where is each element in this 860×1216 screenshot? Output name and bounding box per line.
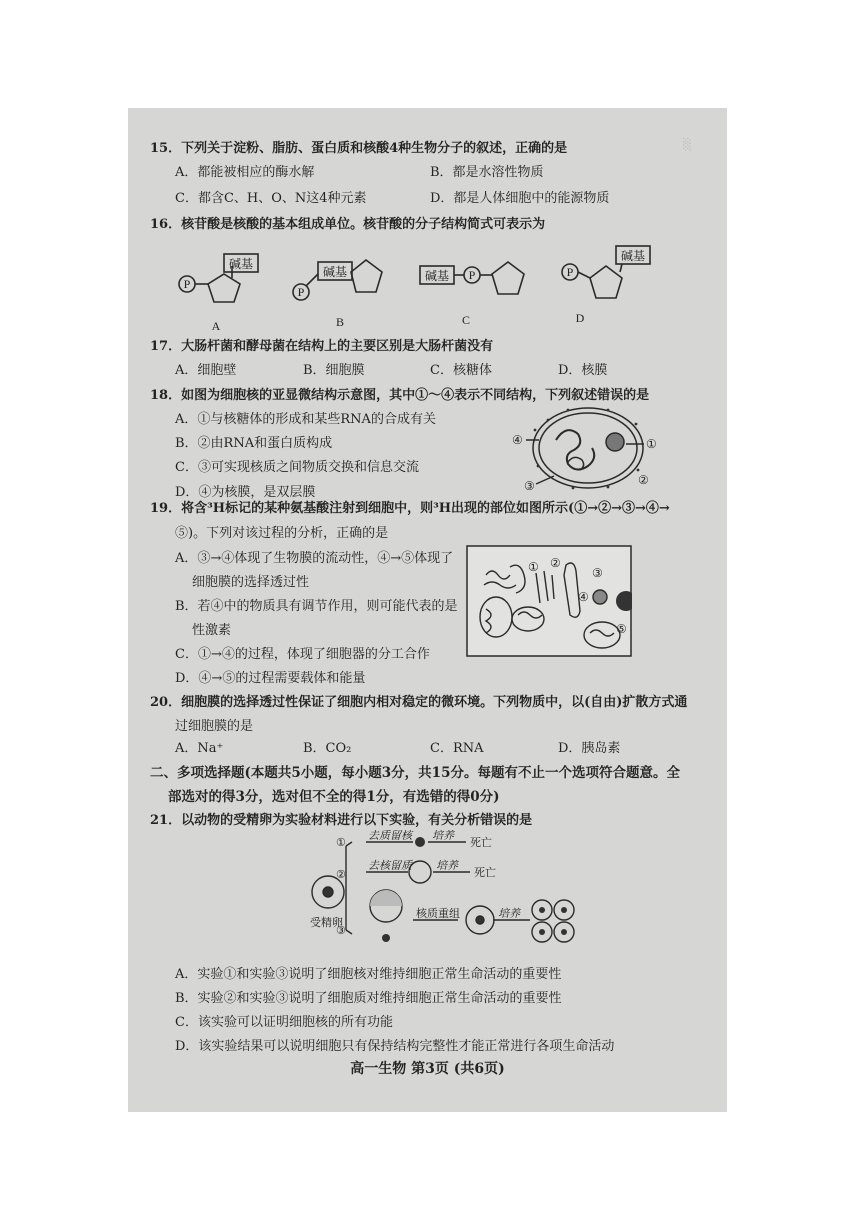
q15-stem: 15．下列关于淀粉、脂肪、蛋白质和核酸4种生物分子的叙述，正确的是 [150,141,568,156]
q21-op3: 核质重组 [416,908,460,920]
q18-label-1: ① [646,437,657,451]
q19-stem-line2: ⑤)。下列对该过程的分析，正确的是 [175,526,389,541]
q16-letter-d: D [575,311,585,325]
q20-stem-line2: 过细胞膜的是 [175,719,254,734]
q21-culture-1: 培养 [432,830,454,842]
q16-stem: 16．核苷酸是核酸的基本组成单位。核苷酸的分子结构简式可表示为 [150,217,546,232]
q20-option-d: D．胰岛素 [558,741,621,756]
q18-label-2: ② [638,473,649,487]
q18-label-3: ③ [524,479,535,493]
q15-option-c: C．都含C、H、O、N这4种元素 [175,191,367,206]
q20-stem-line1: 20．细胞膜的选择透过性保证了细胞内相对稳定的微环境。下列物质中，以(自由)扩散方式通 [150,695,688,710]
q18-option-d: D．④为核膜，是双层膜 [175,485,316,500]
q17-stem: 17．大肠杆菌和酵母菌在结构上的主要区别是大肠杆菌没有 [150,339,494,354]
q20-option-c: C．RNA [430,741,484,756]
q21-step-1: ① [336,837,346,849]
q15-option-a: A．都能被相应的酶水解 [175,165,315,180]
q17-option-c: C．核糖体 [430,363,492,378]
q15-option-b: B．都是水溶性物质 [430,165,544,180]
q21-culture-3: 培养 [498,908,520,920]
q18-option-b: B．②由RNA和蛋白质构成 [175,436,333,451]
nucleotide-structure-diagrams [168,242,688,334]
q17-option-b: B．细胞膜 [303,363,365,378]
zygote-experiment-diagram [308,830,578,960]
q18-option-a: A．①与核糖体的形成和某些RNA的合成有关 [175,412,436,427]
q16-a-base: 碱基 [228,257,254,271]
nucleus-diagram [508,400,658,500]
secretion-pathway-diagram [466,545,632,657]
q16-d-phosphate: P [566,265,574,279]
q19-label-4: ④ [578,590,589,604]
q16-letter-c: C [461,313,471,327]
q19-label-5: ⑤ [616,622,627,636]
q17-option-d: D．核膜 [558,363,608,378]
q16-a-phosphate: P [183,277,191,291]
q16-letter-a: A [211,319,221,333]
q20-option-b: B．CO₂ [303,741,352,756]
q16-b-base: 碱基 [322,265,348,279]
q17-option-a: A．细胞壁 [175,363,237,378]
q21-op1: 去质留核 [368,830,412,842]
q21-op2: 去核留质 [368,860,412,872]
q16-c-base: 碱基 [424,269,450,283]
q21-death-2: 死亡 [474,867,496,879]
q20-option-a: A．Na⁺ [175,741,224,756]
q19-label-1: ① [528,560,539,574]
q16-b-phosphate: P [297,285,305,299]
q19-stem-line1: 19．将含³H标记的某种氨基酸注射到细胞中，则³H出现的部位如图所示(①→②→③→④→ [150,501,670,516]
q21-step-3: ③ [336,925,346,937]
q21-option-c: C．该实验可以证明细胞核的所有功能 [175,1015,393,1030]
q21-step-2: ② [336,869,346,881]
q21-option-d: D．该实验结果可以说明细胞只有保持结构完整性才能正常进行各项生命活动 [175,1039,615,1054]
q19-option-c: C．①→④的过程，体现了细胞器的分工合作 [175,647,430,662]
q19-option-a-line2: 细胞膜的选择透过性 [192,575,310,590]
q19-label-3: ③ [592,566,603,580]
q21-death-1: 死亡 [470,837,492,849]
q19-option-d: D．④→⑤的过程需要载体和能量 [175,671,366,686]
q19-option-b-line2: 性激素 [192,623,232,638]
q21-option-b: B．实验②和实验③说明了细胞质对维持细胞正常生命活动的重要性 [175,991,562,1006]
q19-option-a-line1: A．③→④体现了生物膜的流动性，④→⑤体现了 [175,551,454,566]
exam-page [128,108,727,1112]
q21-egg-label: 受精卵 [310,917,343,929]
section2-heading-line1: 二、多项选择题(本题共5小题，每小题3分，共15分。每题有不止一个选项符合题意。全 [150,765,680,781]
q18-stem: 18．如图为细胞核的亚显微结构示意图，其中①～④表示不同结构，下列叙述错误的是 [150,388,650,403]
q18-label-4: ④ [512,433,523,447]
q18-option-c: C．③可实现核质之间物质交换和信息交流 [175,460,419,475]
page-footer: 高一生物 第3页 (共6页) [350,1061,505,1077]
q19-label-2: ② [550,556,561,570]
q15-option-d: D．都是人体细胞中的能源物质 [430,191,610,206]
q21-stem: 21．以动物的受精卵为实验材料进行以下实验，有关分析错误的是 [150,813,533,828]
bleed-through: ░ [683,138,692,151]
q19-option-b-line1: B．若④中的物质具有调节作用，则可能代表的是 [175,599,458,614]
q21-option-a: A．实验①和实验③说明了细胞核对维持细胞正常生命活动的重要性 [175,967,562,982]
q16-d-base: 碱基 [620,249,646,263]
q21-culture-2: 培养 [436,860,458,872]
q16-c-phosphate: P [468,268,476,282]
section2-heading-line2: 部选对的得3分，选对但不全的得1分，有选错的得0分) [168,789,500,805]
q16-letter-b: B [335,315,345,329]
